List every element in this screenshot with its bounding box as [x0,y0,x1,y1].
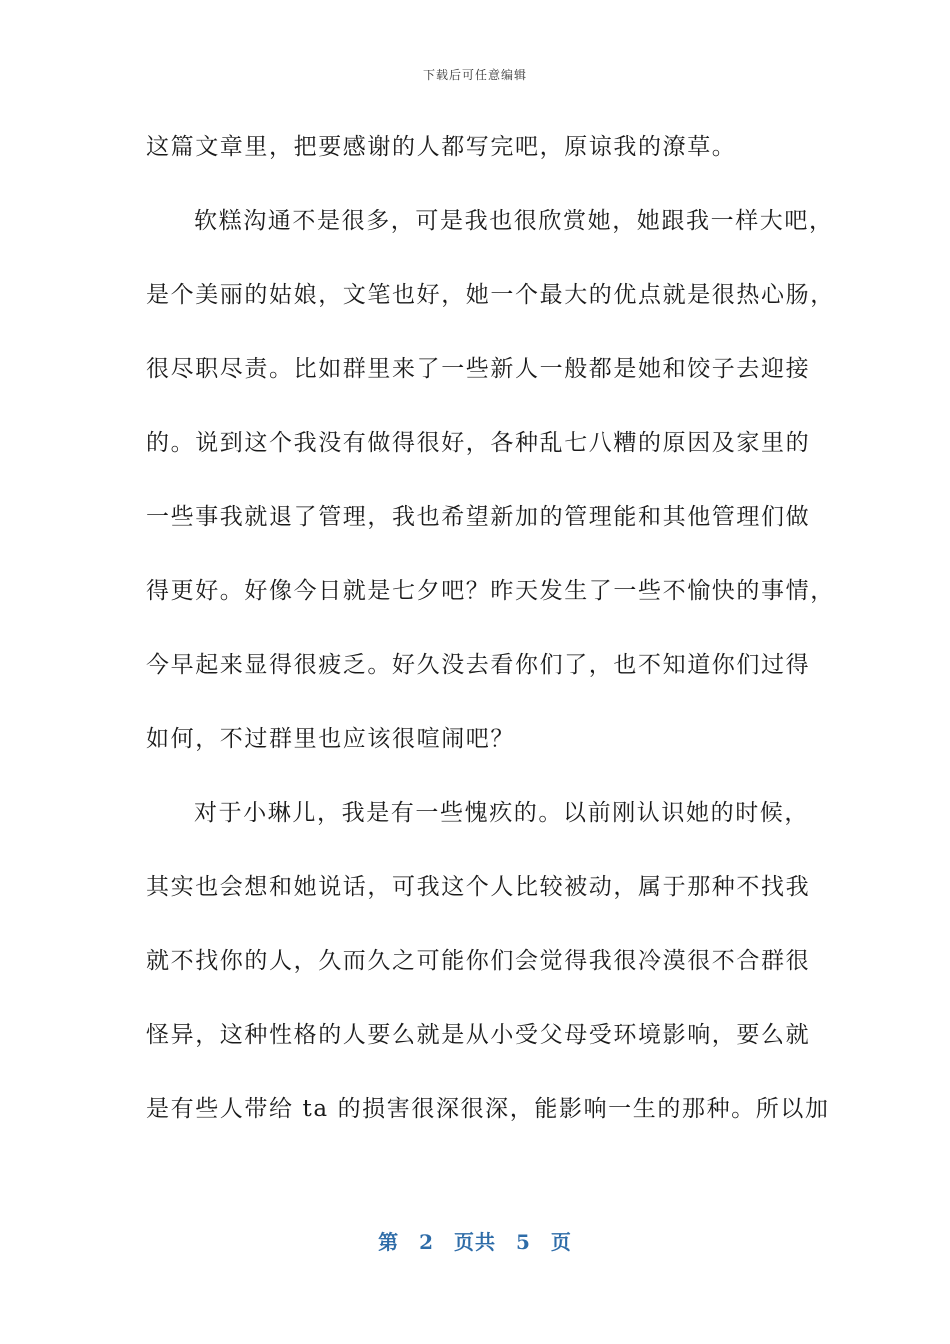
text-line: 如何，不过群里也应该很喧闹吧？ [146,726,515,752]
footer-suffix: 页 [550,1230,572,1254]
text-line: 今早起来显得很疲乏。好久没去看你们了，也不知道你们过得 [146,652,811,678]
text-line: 得更好。好像今日就是七夕吧？昨天发生了一些不愉快的事情， [146,578,835,604]
text-line: 是个美丽的姑娘，文笔也好，她一个最大的优点就是很热心肠， [146,282,835,308]
text-line: 这篇文章里，把要感谢的人都写完吧，原谅我的潦草。 [146,134,737,160]
text-line: 是有些人带给 ta 的损害很深很深，能影响一生的那种。所以加 [146,1096,830,1122]
text-line: 的。说到这个我没有做得很好，各种乱七八糟的原因及家里的 [146,430,811,456]
document-body [146,110,835,1146]
text-line: 就不找你的人，久而久之可能你们会觉得我很冷漠很不合群很 [146,948,811,974]
page-footer [0,1226,950,1255]
text-line: 怪异，这种性格的人要么就是从小受父母受环境影响，要么就 [146,1022,811,1048]
footer-middle: 页共 [454,1230,496,1254]
text-line: 其实也会想和她说话，可我这个人比较被动，属于那种不找我 [146,874,811,900]
text-line: 很尽职尽责。比如群里来了一些新人一般都是她和饺子去迎接 [146,356,811,382]
text-line: 对于小琳儿，我是有一些愧疚的。以前刚认识她的时候， [194,800,809,826]
page-header: 下载后可任意编辑 [422,68,527,82]
text-line: 软糕沟通不是很多，可是我也很欣赏她，她跟我一样大吧， [194,208,834,234]
text-line: 一些事我就退了管理，我也希望新加的管理能和其他管理们做 [146,504,811,530]
footer-prefix: 第 [378,1230,400,1254]
total-pages-number: 5 [516,1230,531,1254]
current-page-number: 2 [419,1230,434,1254]
